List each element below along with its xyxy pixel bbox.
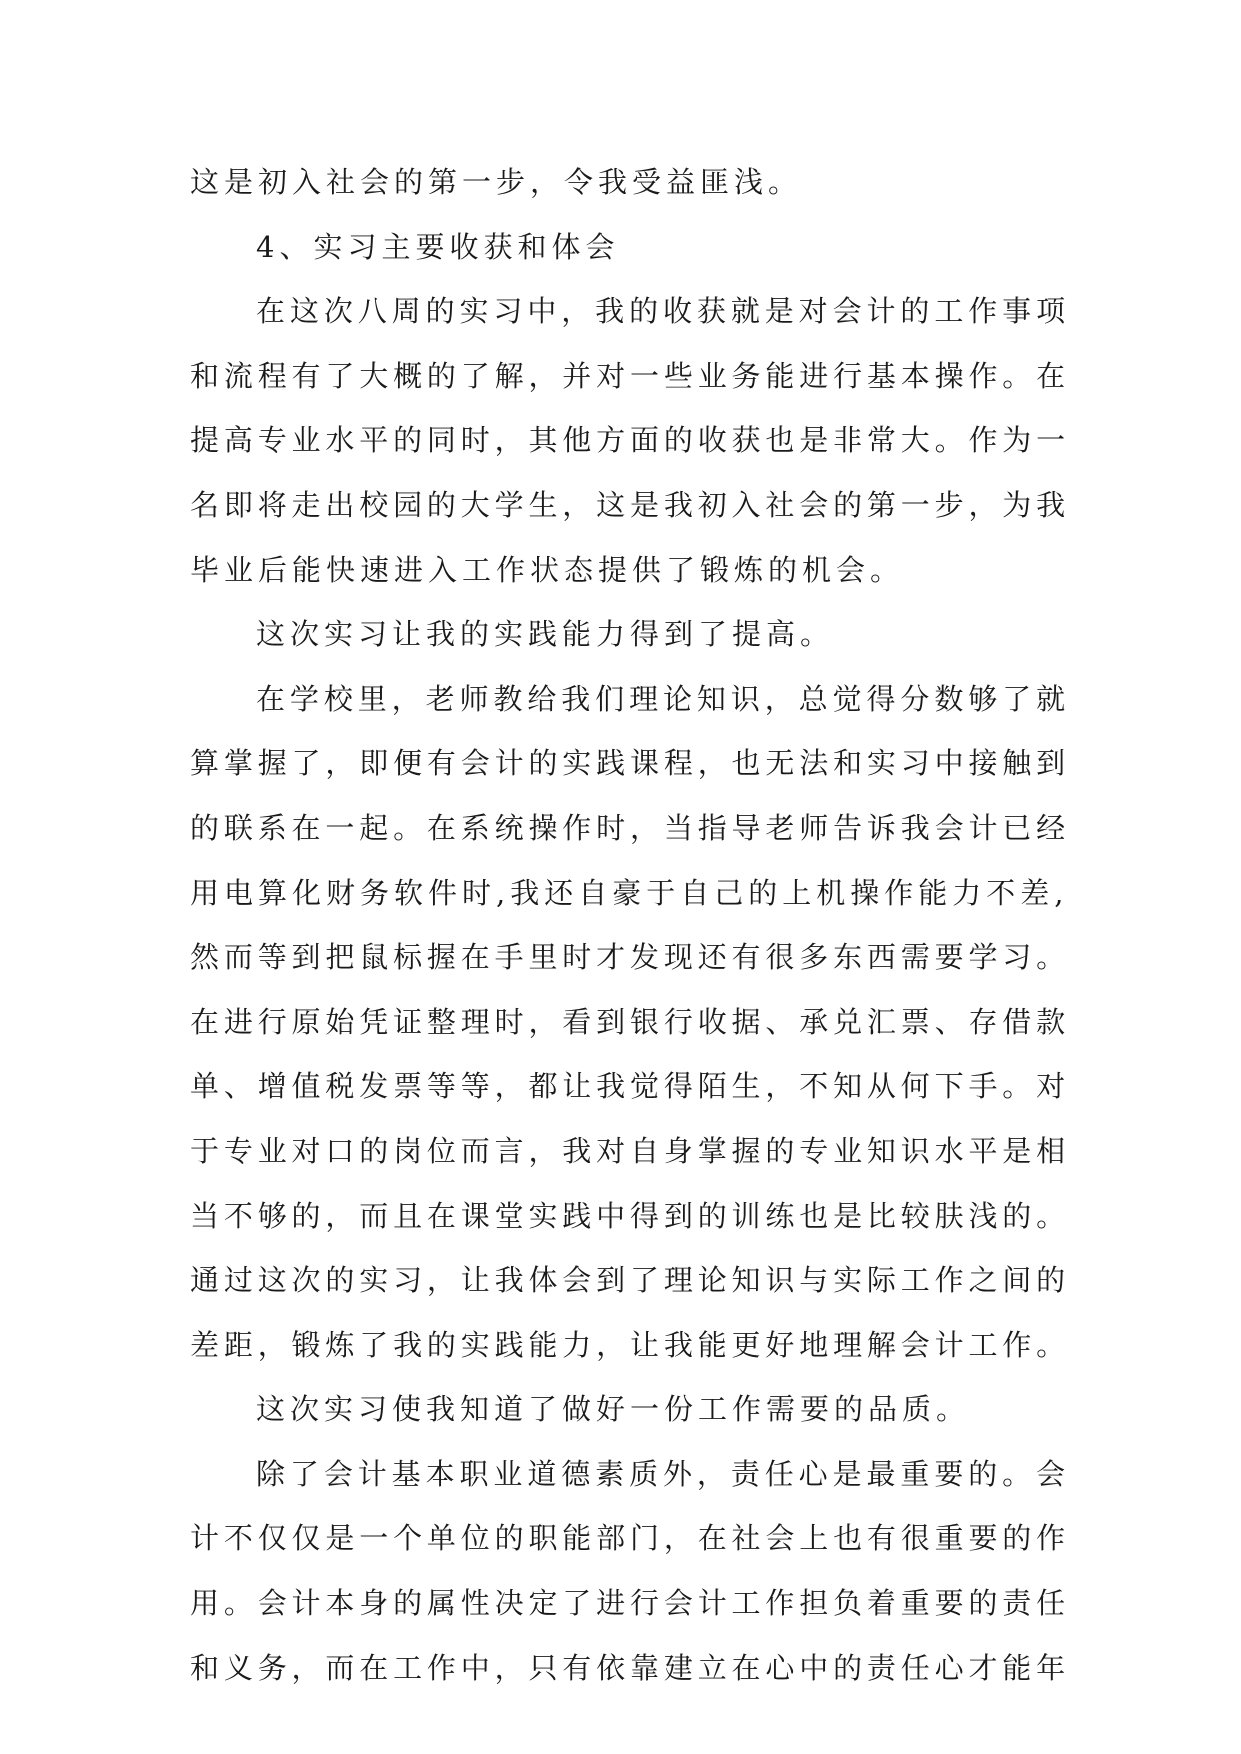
text-line: 提高专业水平的同时，其他方面的收获也是非常大。作为一 — [190, 423, 1071, 458]
text-line: 这是初入社会的第一步，令我受益匪浅。 — [190, 165, 803, 199]
text-line: 用。会计本身的属性决定了进行会计工作担负着重要的责任 — [190, 1586, 1071, 1621]
text-line: 毕业后能快速进入工作状态提供了锻炼的机会。 — [190, 552, 905, 587]
text-line: 于专业对口的岗位而言，我对自身掌握的专业知识水平是相 — [190, 1133, 1071, 1168]
text-line: 这次实习使我知道了做好一份工作需要的品质。 — [256, 1392, 971, 1427]
text-line: 通过这次的实习，让我体会到了理论知识与实际工作之间的 — [190, 1263, 1071, 1298]
text-line: 用电算化财务软件时,我还自豪于自己的上机操作能力不差, — [190, 875, 1069, 910]
text-line: 4、实习主要收获和体会 — [256, 229, 620, 264]
text-line: 单、增值税发票等等，都让我觉得陌生，不知从何下手。对 — [190, 1069, 1071, 1104]
text-line: 算掌握了，即便有会计的实践课程，也无法和实习中接触到 — [190, 746, 1071, 781]
text-line: 除了会计基本职业道德素质外，责任心是最重要的。会 — [256, 1456, 1071, 1491]
text-line: 在进行原始凭证整理时，看到银行收据、承兑汇票、存借款 — [190, 1004, 1071, 1039]
body-text — [190, 150, 1070, 1700]
text-line: 在学校里，老师教给我们理论知识，总觉得分数够了就 — [256, 681, 1071, 716]
text-line: 这次实习让我的实践能力得到了提高。 — [256, 617, 835, 652]
text-line: 和流程有了大概的了解，并对一些业务能进行基本操作。在 — [190, 358, 1071, 393]
text-line: 当不够的，而且在课堂实践中得到的训练也是比较肤浅的。 — [190, 1198, 1071, 1233]
text-line: 的联系在一起。在系统操作时，当指导老师告诉我会计已经 — [190, 810, 1071, 845]
text-line: 在这次八周的实习中，我的收获就是对会计的工作事项 — [256, 294, 1071, 329]
text-line: 名即将走出校园的大学生，这是我初入社会的第一步，为我 — [190, 487, 1071, 522]
text-line: 和义务，而在工作中，只有依靠建立在心中的责任心才能年 — [190, 1650, 1071, 1685]
text-line: 然而等到把鼠标握在手里时才发现还有很多东西需要学习。 — [190, 940, 1071, 975]
text-line: 差距，锻炼了我的实践能力，让我能更好地理解会计工作。 — [190, 1327, 1071, 1362]
text-line: 计不仅仅是一个单位的职能部门，在社会上也有很重要的作 — [190, 1521, 1071, 1556]
